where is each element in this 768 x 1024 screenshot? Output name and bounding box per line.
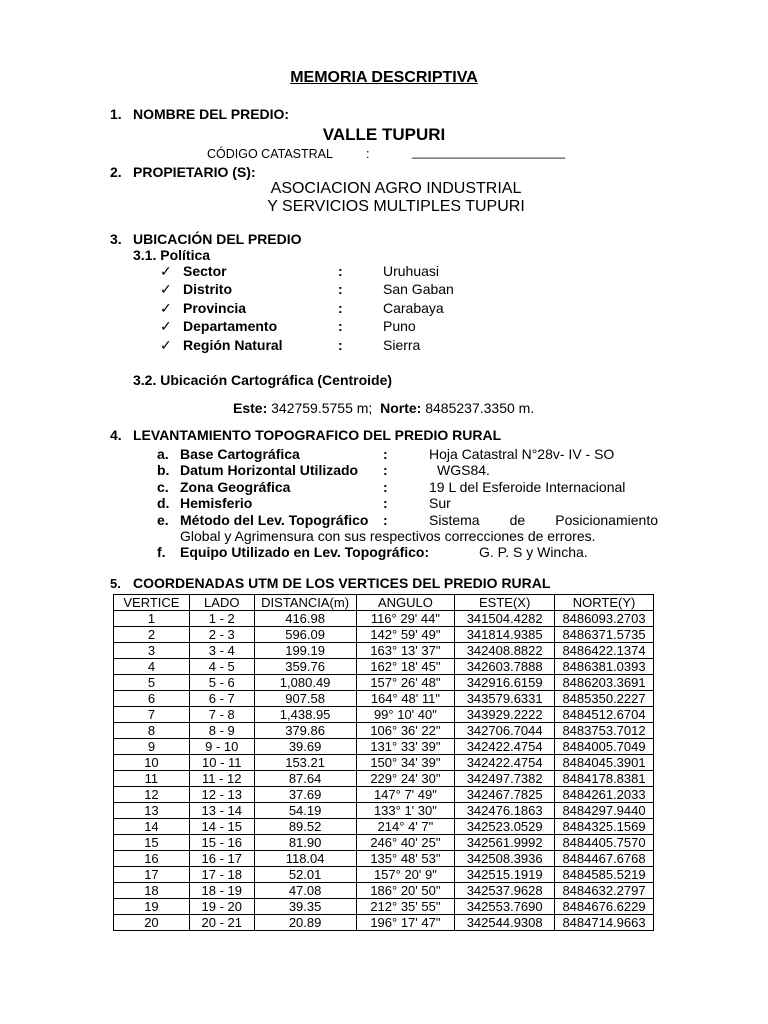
- column-header-lado: LADO: [189, 595, 254, 611]
- item-separator: :: [383, 479, 388, 495]
- column-header-norte: NORTE(Y): [555, 595, 654, 611]
- table-cell-distancia: 416.98: [254, 611, 356, 627]
- table-row: [114, 787, 654, 803]
- item-letter: d.: [157, 495, 170, 511]
- este-value: 342759.5755 m;: [271, 400, 373, 416]
- item-value-continuation: Global y Agrimensura con sus respectivos correcciones de errores.: [180, 528, 596, 544]
- table-cell-lado: 14 - 15: [189, 819, 254, 835]
- cadastral-code-label: CÓDIGO CATASTRAL: [207, 147, 333, 161]
- item-value: WGS84.: [437, 462, 490, 478]
- item-value: G. P. S y Wincha.: [479, 544, 588, 560]
- table-cell-distancia: 907.58: [254, 691, 356, 707]
- item-label: Datum Horizontal Utilizado: [180, 462, 359, 478]
- table-cell-lado: 8 - 9: [189, 723, 254, 739]
- table-cell-este: 342422.4754: [455, 755, 555, 771]
- table-cell-lado: 17 - 18: [189, 867, 254, 883]
- item-label: Sector: [183, 263, 227, 279]
- table-row: [114, 627, 654, 643]
- table-cell-norte: 8484676.6229: [555, 899, 654, 915]
- table-cell-distancia: 359.76: [254, 659, 356, 675]
- table-row: [114, 899, 654, 915]
- section-2-heading: PROPIETARIO (S):: [133, 164, 256, 180]
- table-cell-norte: 8484585.5219: [555, 867, 654, 883]
- table-cell-lado: 4 - 5: [189, 659, 254, 675]
- section-5-heading: COORDENADAS UTM DE LOS VERTICES DEL PREDIO RURAL: [133, 575, 551, 591]
- table-cell-angulo: 135° 48' 53": [356, 851, 455, 867]
- cadastral-code-separator: :: [366, 147, 370, 161]
- table-cell-distancia: 596.09: [254, 627, 356, 643]
- item-separator: :: [383, 495, 388, 511]
- item-label: Hemisferio: [180, 495, 253, 511]
- table-cell-norte: 8483753.7012: [555, 723, 654, 739]
- table-header-row: [114, 595, 654, 611]
- column-header-vertice: VERTICE: [114, 595, 190, 611]
- table-row: [114, 691, 654, 707]
- subsection-3-2: 3.2. Ubicación Cartográfica (Centroide): [133, 372, 393, 388]
- table-row: [114, 851, 654, 867]
- item-value: Sur: [429, 495, 451, 511]
- table-cell-vertice: 10: [114, 755, 190, 771]
- checkmark-icon: ✓: [160, 300, 172, 316]
- item-separator: :: [338, 263, 343, 279]
- table-cell-angulo: 133° 1' 30": [356, 803, 455, 819]
- item-value: Carabaya: [383, 300, 444, 316]
- table-cell-norte: 8485350.2227: [555, 691, 654, 707]
- cadastral-code-value: ______________________: [412, 145, 565, 159]
- table-cell-lado: 2 - 3: [189, 627, 254, 643]
- item-label: Zona Geográfica: [180, 479, 291, 495]
- table-cell-lado: 7 - 8: [189, 707, 254, 723]
- table-cell-distancia: 20.89: [254, 915, 356, 931]
- table-row: [114, 707, 654, 723]
- section-4-number: 4.: [110, 427, 122, 443]
- table-cell-distancia: 39.35: [254, 899, 356, 915]
- table-cell-norte: 8486381.0393: [555, 659, 654, 675]
- table-cell-este: 342408.8822: [455, 643, 555, 659]
- table-cell-vertice: 15: [114, 835, 190, 851]
- section-3-number: 3.: [110, 231, 122, 247]
- item-separator: :: [383, 462, 388, 478]
- item-separator: :: [338, 300, 343, 316]
- table-row: [114, 611, 654, 627]
- column-header-distancia: DISTANCIA(m): [254, 595, 356, 611]
- table-cell-angulo: 246° 40' 25": [356, 835, 455, 851]
- table-cell-norte: 8484045.3901: [555, 755, 654, 771]
- table-cell-norte: 8484178.8381: [555, 771, 654, 787]
- table-cell-lado: 9 - 10: [189, 739, 254, 755]
- item-value: Hoja Catastral N°28v- IV - SO: [429, 446, 615, 462]
- table-cell-vertice: 5: [114, 675, 190, 691]
- item-letter: a.: [157, 446, 169, 462]
- table-cell-este: 343579.6331: [455, 691, 555, 707]
- table-row: [114, 659, 654, 675]
- table-cell-lado: 11 - 12: [189, 771, 254, 787]
- coordinates-table: [113, 594, 654, 931]
- table-cell-distancia: 153.21: [254, 755, 356, 771]
- section-5-number: 5.: [110, 576, 121, 591]
- item-value: 19 L del Esferoide Internacional: [429, 479, 626, 495]
- table-cell-vertice: 7: [114, 707, 190, 723]
- table-cell-vertice: 12: [114, 787, 190, 803]
- table-cell-vertice: 2: [114, 627, 190, 643]
- checkmark-icon: ✓: [160, 263, 172, 279]
- checkmark-icon: ✓: [160, 337, 172, 353]
- item-value: Sistema de Posicionamiento: [429, 512, 658, 528]
- table-cell-vertice: 18: [114, 883, 190, 899]
- table-cell-norte: 8484467.6768: [555, 851, 654, 867]
- table-cell-distancia: 54.19: [254, 803, 356, 819]
- section-1-heading: NOMBRE DEL PREDIO:: [133, 106, 290, 122]
- table-cell-angulo: 186° 20' 50": [356, 883, 455, 899]
- table-cell-vertice: 6: [114, 691, 190, 707]
- item-separator: :: [338, 337, 343, 353]
- section-1-number: 1.: [110, 106, 122, 122]
- table-cell-norte: 8486371.5735: [555, 627, 654, 643]
- table-cell-distancia: 118.04: [254, 851, 356, 867]
- item-separator: :: [383, 512, 388, 528]
- owner-line-1: ASOCIACION AGRO INDUSTRIAL: [270, 180, 522, 197]
- table-cell-lado: 20 - 21: [189, 915, 254, 931]
- table-cell-lado: 16 - 17: [189, 851, 254, 867]
- table-cell-angulo: 164° 48' 11": [356, 691, 455, 707]
- table-cell-vertice: 11: [114, 771, 190, 787]
- table-cell-vertice: 9: [114, 739, 190, 755]
- item-label: Método del Lev. Topográfico: [180, 512, 369, 528]
- table-cell-vertice: 19: [114, 899, 190, 915]
- table-cell-angulo: 106° 36' 22": [356, 723, 455, 739]
- table-cell-vertice: 16: [114, 851, 190, 867]
- item-letter: b.: [157, 462, 170, 478]
- table-cell-distancia: 37.69: [254, 787, 356, 803]
- item-separator: :: [383, 446, 388, 462]
- table-cell-norte: 8484632.2797: [555, 883, 654, 899]
- table-cell-lado: 3 - 4: [189, 643, 254, 659]
- table-cell-norte: 8484325.1569: [555, 819, 654, 835]
- table-cell-vertice: 13: [114, 803, 190, 819]
- table-cell-este: 342561.9992: [455, 835, 555, 851]
- table-cell-lado: 5 - 6: [189, 675, 254, 691]
- table-cell-lado: 6 - 7: [189, 691, 254, 707]
- item-letter: f.: [157, 544, 166, 560]
- item-label: Provincia: [183, 300, 247, 316]
- owner-line-2: Y SERVICIOS MULTIPLES TUPURI: [267, 198, 525, 215]
- checkmark-icon: ✓: [160, 318, 172, 334]
- item-label: Región Natural: [183, 337, 283, 353]
- table-cell-vertice: 3: [114, 643, 190, 659]
- table-cell-este: 342476.1863: [455, 803, 555, 819]
- table-cell-lado: 19 - 20: [189, 899, 254, 915]
- table-cell-lado: 18 - 19: [189, 883, 254, 899]
- table-cell-angulo: 229° 24' 30": [356, 771, 455, 787]
- table-row: [114, 803, 654, 819]
- table-cell-este: 342467.7825: [455, 787, 555, 803]
- subsection-3-1: 3.1. Política: [133, 247, 211, 263]
- table-cell-este: 342544.9308: [455, 915, 555, 931]
- table-cell-lado: 13 - 14: [189, 803, 254, 819]
- table-row: [114, 771, 654, 787]
- table-cell-angulo: 99° 10' 40": [356, 707, 455, 723]
- table-row: [114, 819, 654, 835]
- table-row: [114, 755, 654, 771]
- table-cell-lado: 12 - 13: [189, 787, 254, 803]
- item-label: Distrito: [183, 281, 232, 297]
- table-cell-distancia: 39.69: [254, 739, 356, 755]
- table-cell-distancia: 47.08: [254, 883, 356, 899]
- table-cell-lado: 1 - 2: [189, 611, 254, 627]
- item-label: Departamento: [183, 318, 278, 334]
- table-cell-lado: 15 - 16: [189, 835, 254, 851]
- item-label: Base Cartográfica: [180, 446, 300, 462]
- table-cell-angulo: 196° 17' 47": [356, 915, 455, 931]
- table-cell-distancia: 89.52: [254, 819, 356, 835]
- table-cell-angulo: 142° 59' 49": [356, 627, 455, 643]
- table-cell-este: 341504.4282: [455, 611, 555, 627]
- table-cell-este: 342537.9628: [455, 883, 555, 899]
- table-cell-angulo: 147° 7' 49": [356, 787, 455, 803]
- table-cell-este: 343929.2222: [455, 707, 555, 723]
- table-cell-angulo: 116° 29' 44": [356, 611, 455, 627]
- table-cell-distancia: 1,438.95: [254, 707, 356, 723]
- table-cell-norte: 8484005.7049: [555, 739, 654, 755]
- table-cell-vertice: 1: [114, 611, 190, 627]
- table-cell-este: 342515.1919: [455, 867, 555, 883]
- table-cell-angulo: 212° 35' 55": [356, 899, 455, 915]
- table-cell-angulo: 131° 33' 39": [356, 739, 455, 755]
- item-separator: :: [338, 318, 343, 334]
- table-cell-norte: 8484714.9663: [555, 915, 654, 931]
- table-cell-distancia: 81.90: [254, 835, 356, 851]
- table-cell-lado: 10 - 11: [189, 755, 254, 771]
- table-cell-vertice: 4: [114, 659, 190, 675]
- table-cell-este: 342508.3936: [455, 851, 555, 867]
- section-3-heading: UBICACIÓN DEL PREDIO: [133, 231, 302, 247]
- table-cell-este: 341814.9385: [455, 627, 555, 643]
- table-cell-norte: 8486093.2703: [555, 611, 654, 627]
- document-title: MEMORIA DESCRIPTIVA: [290, 69, 478, 86]
- table-cell-norte: 8486203.3691: [555, 675, 654, 691]
- column-header-este: ESTE(X): [455, 595, 555, 611]
- table-cell-distancia: 199.19: [254, 643, 356, 659]
- table-body: [114, 611, 654, 931]
- table-row: [114, 643, 654, 659]
- table-cell-distancia: 1,080.49: [254, 675, 356, 691]
- table-cell-este: 342603.7888: [455, 659, 555, 675]
- table-cell-norte: 8484297.9440: [555, 803, 654, 819]
- item-label: Equipo Utilizado en Lev. Topográfico:: [180, 544, 430, 560]
- este-label: Este:: [233, 400, 268, 416]
- table-cell-vertice: 17: [114, 867, 190, 883]
- item-value: San Gaban: [383, 281, 454, 297]
- table-row: [114, 739, 654, 755]
- norte-value: 8485237.3350 m.: [425, 400, 535, 416]
- table-cell-vertice: 8: [114, 723, 190, 739]
- item-value: Sierra: [383, 337, 421, 353]
- table-cell-este: 342916.6159: [455, 675, 555, 691]
- table-row: [114, 835, 654, 851]
- table-row: [114, 675, 654, 691]
- checkmark-icon: ✓: [160, 281, 172, 297]
- table-cell-angulo: 214° 4' 7": [356, 819, 455, 835]
- table-cell-este: 342553.7690: [455, 899, 555, 915]
- table-cell-angulo: 150° 34' 39": [356, 755, 455, 771]
- centroid-coordinates: [233, 400, 534, 416]
- table-cell-vertice: 20: [114, 915, 190, 931]
- table-row: [114, 915, 654, 931]
- item-letter: c.: [157, 479, 169, 495]
- table-cell-norte: 8486422.1374: [555, 643, 654, 659]
- table-cell-distancia: 52.01: [254, 867, 356, 883]
- table-cell-este: 342706.7044: [455, 723, 555, 739]
- table-row: [114, 883, 654, 899]
- table-cell-distancia: 379.86: [254, 723, 356, 739]
- table-cell-angulo: 163° 13' 37": [356, 643, 455, 659]
- table-row: [114, 867, 654, 883]
- table-row: [114, 723, 654, 739]
- column-header-angulo: ANGULO: [356, 595, 455, 611]
- item-value: Uruhuasi: [383, 263, 440, 279]
- table-cell-angulo: 162° 18' 45": [356, 659, 455, 675]
- table-cell-angulo: 157° 26' 48": [356, 675, 455, 691]
- table-cell-este: 342422.4754: [455, 739, 555, 755]
- table-cell-distancia: 87.64: [254, 771, 356, 787]
- property-name: VALLE TUPURI: [322, 125, 446, 144]
- item-value: Puno: [383, 318, 416, 334]
- table-cell-este: 342497.7382: [455, 771, 555, 787]
- table-cell-angulo: 157° 20' 9": [356, 867, 455, 883]
- item-letter: e.: [157, 512, 169, 528]
- norte-label: Norte:: [380, 400, 422, 416]
- table-cell-este: 342523.0529: [455, 819, 555, 835]
- table-cell-norte: 8484405.7570: [555, 835, 654, 851]
- table-cell-norte: 8484261.2033: [555, 787, 654, 803]
- section-4-heading: LEVANTAMIENTO TOPOGRAFICO DEL PREDIO RURAL: [133, 427, 502, 443]
- item-separator: :: [338, 281, 343, 297]
- table-cell-norte: 8484512.6704: [555, 707, 654, 723]
- section-2-number: 2.: [110, 164, 122, 180]
- table-cell-vertice: 14: [114, 819, 190, 835]
